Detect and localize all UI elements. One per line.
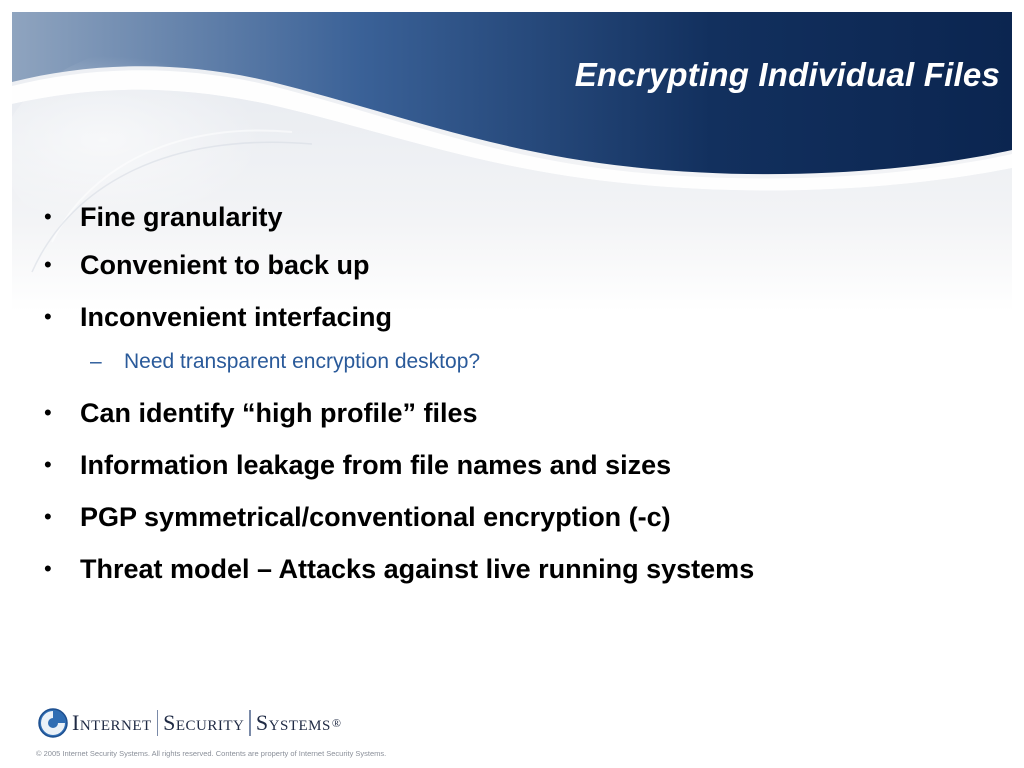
bullet-dot: • <box>44 556 52 581</box>
bullet-text: Threat model – Attacks against live running systems <box>80 554 755 584</box>
bullet-text: Can identify “high profile” files <box>80 398 478 428</box>
globe-icon <box>38 708 68 738</box>
bullet-text: PGP symmetrical/conventional encryption (-c) <box>80 502 671 532</box>
registered-mark: ® <box>331 715 342 730</box>
bullet-dot: • <box>44 504 52 529</box>
bullet-dot: • <box>44 252 52 277</box>
sub-bullet-item <box>44 348 984 376</box>
logo-word-internet: Internet <box>72 710 152 735</box>
bullet-dot: • <box>44 304 52 329</box>
bullet-item <box>44 552 984 586</box>
bullet-text: Inconvenient interfacing <box>80 302 393 332</box>
bullet-dot: • <box>44 204 52 229</box>
logo-divider <box>157 710 159 736</box>
bullet-text: Information leakage from file names and sizes <box>80 450 672 480</box>
slide-title: Encrypting Individual Files <box>574 56 1000 93</box>
bullet-dot: • <box>44 452 52 477</box>
sub-bullet-dash: – <box>90 350 102 373</box>
bullet-item <box>44 200 984 234</box>
logo-wordmark <box>72 710 341 736</box>
bullet-item <box>44 300 984 334</box>
bullet-dot: • <box>44 400 52 425</box>
sub-bullet-text: Need transparent encryption desktop? <box>124 350 481 373</box>
bullet-item <box>44 500 984 534</box>
bullet-text: Fine granularity <box>80 202 283 232</box>
company-logo <box>38 704 341 742</box>
bullet-text: Convenient to back up <box>80 250 370 280</box>
bullet-item <box>44 448 984 482</box>
logo-divider <box>249 710 251 736</box>
copyright-footer: © 2005 Internet Security Systems. All rights reserved. Contents are property of Internet Security Systems. <box>36 749 387 758</box>
bullet-item <box>44 396 984 430</box>
bullet-item <box>44 248 984 282</box>
bullet-list <box>44 200 984 586</box>
logo-word-systems: Systems <box>255 710 331 735</box>
logo-word-security: Security <box>163 710 245 735</box>
